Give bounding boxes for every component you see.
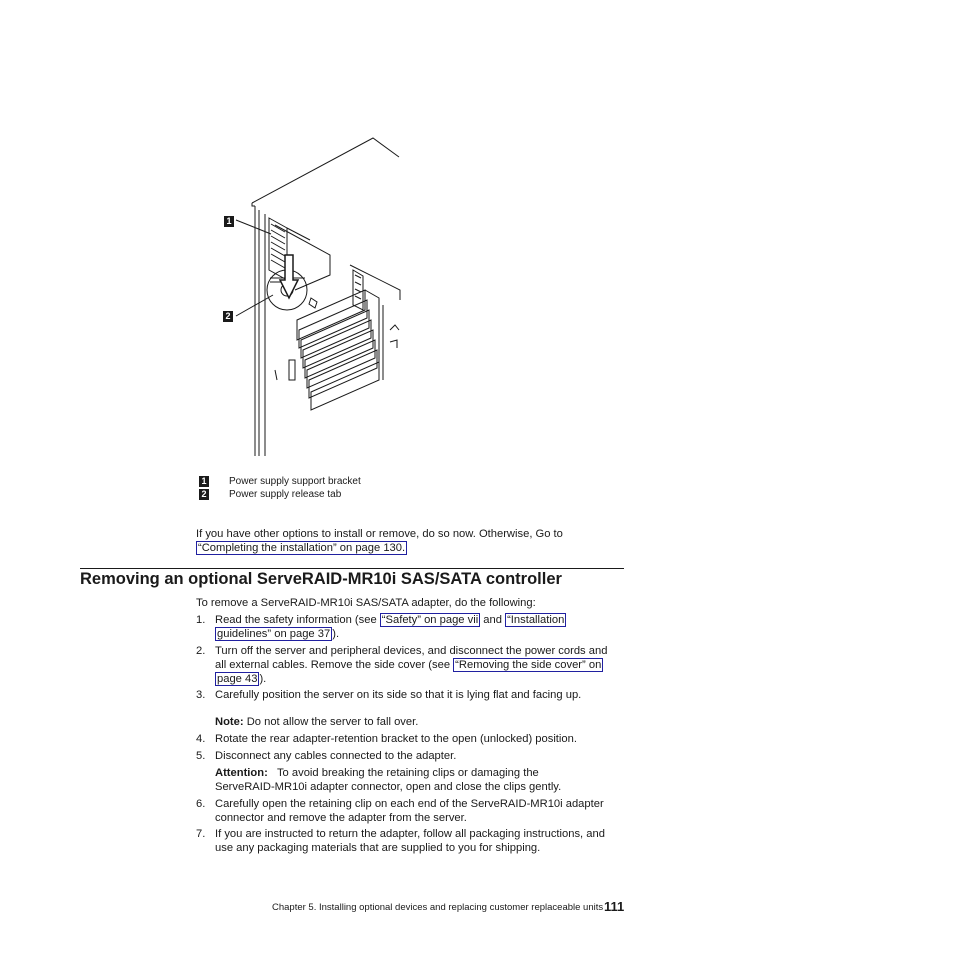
step-text: If you are instructed to return the adapter, follow all packaging instructions, and — [215, 828, 605, 840]
legend-item-1 — [199, 476, 361, 487]
step-text: Rotate the rear adapter-retention bracket to the open (unlocked) position. — [215, 733, 577, 745]
attention-text: ServeRAID-MR10i adapter connector, open and close the clips gently. — [215, 781, 562, 793]
removing-side-cover-link[interactable]: “Removing the side cover” on — [455, 659, 602, 671]
attention-label: Attention: — [215, 767, 268, 779]
step-number: 3. — [196, 689, 206, 701]
page-number: 111 — [604, 899, 625, 914]
step-text: ). — [259, 673, 267, 685]
step-text: Carefully open the retaining clip on each end of the ServeRAID-MR10i adapter — [215, 798, 604, 810]
step-text: Read the safety information (see — [215, 614, 380, 626]
legend-item-2 — [199, 489, 342, 500]
server-line-drawing — [215, 130, 415, 460]
legend-text: Power supply support bracket — [229, 476, 361, 487]
safety-link[interactable]: “Safety” on page vii — [381, 614, 479, 626]
step-number: 7. — [196, 828, 206, 840]
attention-text: To avoid breaking the retaining clips or damaging the — [276, 767, 539, 779]
intro-paragraph — [196, 527, 626, 555]
attention-note — [215, 766, 625, 794]
step-text: Carefully position the server on its side so that it is lying flat and facing up. — [215, 689, 582, 701]
removing-side-cover-link[interactable]: page 43 — [217, 673, 258, 685]
note-text: Do not allow the server to fall over. — [246, 716, 419, 728]
legend-number: 1 — [199, 476, 209, 487]
step-text: use any packaging materials that are supplied to you for shipping. — [215, 842, 541, 854]
server-illustration — [215, 130, 415, 460]
callout-1-label: 1 — [224, 216, 234, 227]
step-text: all external cables. Remove the side cover (see — [215, 659, 454, 671]
section-lead: To remove a ServeRAID-MR10i SAS/SATA adapter, do the following: — [196, 597, 536, 609]
note — [215, 715, 625, 729]
step-text: ). — [332, 628, 340, 640]
note-label: Note: — [215, 716, 244, 728]
section-rule — [80, 568, 624, 569]
step-text: Disconnect any cables connected to the adapter. — [215, 750, 457, 762]
step-text: Turn off the server and peripheral devices, and disconnect the power cords and — [215, 645, 608, 657]
legend-number: 2 — [199, 489, 209, 500]
legend-text: Power supply release tab — [229, 489, 342, 500]
step-text: connector and remove the adapter from the server. — [215, 812, 467, 824]
step-number: 4. — [196, 733, 206, 745]
callout-2-label: 2 — [223, 311, 233, 322]
footer-chapter: Chapter 5. Installing optional devices and replacing customer replaceable units — [272, 902, 604, 913]
section-heading: Removing an optional ServeRAID-MR10i SAS/SATA controller — [80, 570, 562, 588]
installation-guidelines-link[interactable]: “Installation — [507, 614, 565, 626]
completing-installation-link[interactable]: “Completing the installation” on page 130. — [198, 542, 406, 554]
step-text: and — [480, 614, 506, 626]
step-number: 6. — [196, 798, 206, 810]
intro-text: If you have other options to install or remove, do so now. Otherwise, Go to — [196, 528, 563, 540]
installation-guidelines-link[interactable]: guidelines” on page 37 — [217, 628, 331, 640]
step-number: 2. — [196, 645, 206, 657]
step-number: 5. — [196, 750, 206, 762]
step-number: 1. — [196, 614, 206, 626]
